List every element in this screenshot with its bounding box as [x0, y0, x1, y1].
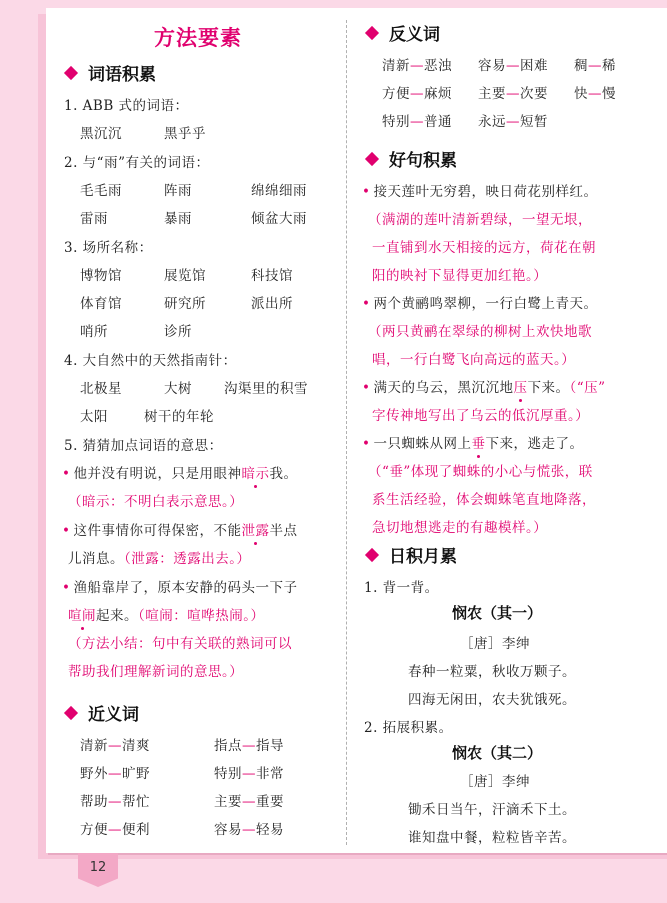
word: 北极星	[80, 381, 122, 397]
poem-2-line: 锄禾日当午，汗滴禾下土。	[408, 802, 576, 818]
example-2-cont: 儿消息。（泄露：透露出去。）	[68, 551, 251, 567]
section-synonyms	[63, 700, 139, 725]
antonym-row: 快—慢	[574, 86, 616, 102]
diamond-icon	[64, 705, 78, 719]
poem-1-author: ［唐］李绅	[460, 636, 530, 652]
sentence-2-note: （两只黄鹂在翠绿的柳树上欢快地歌	[368, 324, 592, 340]
word: 黑沉沉	[80, 126, 122, 142]
poem-1-line: 四海无闲田，农夫犹饿死。	[408, 692, 576, 708]
word: 阵雨	[164, 183, 192, 199]
antonym-row: 主要—次要	[478, 86, 548, 102]
word: 倾盆大雨	[251, 211, 307, 227]
daily-extend: 2. 拓展积累。	[364, 720, 453, 736]
poem-1-line: 春种一粒粟，秋收万颗子。	[408, 664, 576, 680]
sentence-4-note: （“垂”体现了蜘蛛的小心与慌张，联	[368, 464, 593, 480]
word: 大树	[164, 381, 192, 397]
section-synonyms-title: 近义词	[88, 705, 139, 725]
daily-recite: 1. 背一背。	[364, 580, 439, 596]
sentence-3: • 满天的乌云，黑沉沉地压下来。（“压”	[362, 380, 606, 396]
page-sheet	[46, 8, 667, 853]
poem-2-line: 谁知盘中餐，粒粒皆辛苦。	[408, 830, 576, 846]
synonym-row: 野外—旷野	[80, 766, 150, 782]
antonym-row: 清新—恶浊	[382, 58, 452, 74]
word: 科技馆	[251, 268, 293, 284]
bullet-dot: •	[62, 580, 71, 596]
section-sentences-title: 好句积累	[389, 151, 457, 171]
word: 绵绵细雨	[251, 183, 307, 199]
word: 博物馆	[80, 268, 122, 284]
poem-2-title: 悯农（其二）	[452, 744, 543, 762]
section-antonyms-title: 反义词	[389, 25, 440, 45]
word: 诊所	[164, 324, 192, 340]
sentence-4-note: 急切地想逃走的有趣模样。）	[372, 520, 548, 536]
antonym-row: 永远—短暂	[478, 114, 548, 130]
synonym-row: 帮助—帮忙	[80, 794, 150, 810]
word: 哨所	[80, 324, 108, 340]
example-3: • 渔船靠岸了，原本安静的码头一下子	[62, 580, 298, 596]
section-sentences	[364, 146, 457, 171]
word: 研究所	[164, 296, 206, 312]
page-number: 12	[89, 860, 107, 875]
synonym-row: 指点—指导	[214, 738, 284, 754]
example-3-cont: 喧闹起来。（喧闹：喧哗热闹。）	[68, 608, 265, 624]
word: 展览馆	[164, 268, 206, 284]
poem-2-author: ［唐］李绅	[460, 774, 530, 790]
sentence-1-note: 一直铺到水天相接的远方，荷花在朝	[372, 240, 596, 256]
synonym-row: 容易—轻易	[214, 822, 284, 838]
diamond-icon	[365, 151, 379, 165]
synonym-row: 方便—便利	[80, 822, 150, 838]
antonym-row: 特别—普通	[382, 114, 452, 130]
synonym-row: 主要—重要	[214, 794, 284, 810]
word: 树干的年轮	[144, 409, 214, 425]
summary-line-1: （方法小结：句中有关联的熟词可以	[68, 636, 292, 652]
section-vocab-title: 词语积累	[88, 65, 156, 85]
sentence-2-note: 唱，一行白鹭飞向高远的蓝天。）	[372, 352, 576, 368]
diamond-icon	[365, 25, 379, 39]
diamond-icon	[64, 65, 78, 79]
sentence-4: • 一只蜘蛛从网上垂下来，逃走了。	[362, 436, 584, 452]
sentence-2: • 两个黄鹂鸣翠柳，一行白鹭上青天。	[362, 296, 598, 312]
word: 太阳	[80, 409, 108, 425]
section-daily-title: 日积月累	[389, 547, 457, 567]
word: 体育馆	[80, 296, 122, 312]
sentence-1: • 接天莲叶无穷碧，映日荷花别样红。	[362, 184, 598, 200]
diamond-icon	[365, 547, 379, 561]
vocab-q5: 5. 猜猜加点词语的意思：	[64, 438, 223, 454]
word: 沟渠里的积雪	[224, 381, 308, 397]
word: 黑乎乎	[164, 126, 206, 142]
synonym-row: 清新—清爽	[80, 738, 150, 754]
sentence-1-note: 阳的映衬下显得更加红艳。）	[372, 268, 548, 284]
synonym-row: 特别—非常	[214, 766, 284, 782]
bullet-dot: •	[62, 523, 71, 539]
example-1: • 他并没有明说，只是用眼神暗示我。	[62, 466, 298, 482]
poem-1-title: 悯农（其一）	[452, 604, 543, 622]
word: 暴雨	[164, 211, 192, 227]
antonym-row: 方便—麻烦	[382, 86, 452, 102]
sentence-3-note: 字传神地写出了乌云的低沉厚重。）	[372, 408, 590, 424]
vocab-q4: 4. 大自然中的天然指南针：	[64, 353, 237, 369]
sentence-1-note: （满湖的莲叶清新碧绿，一望无垠，	[368, 212, 592, 228]
example-2: • 这件事情你可得保密，不能泄露半点	[62, 523, 298, 539]
section-daily	[364, 542, 457, 567]
page-title: 方法要素	[154, 25, 242, 50]
vocab-q1: 1. ABB 式的词语：	[64, 98, 189, 114]
vocab-q2: 2. 与“雨”有关的词语：	[64, 155, 210, 171]
sentence-4-note: 系生活经验，体会蜘蛛笔直地降落，	[372, 492, 596, 508]
word: 雷雨	[80, 211, 108, 227]
summary-line-2: 帮助我们理解新词的意思。）	[68, 664, 244, 680]
example-1-note: （暗示：不明白表示意思。）	[68, 494, 244, 510]
antonym-row: 容易—困难	[478, 58, 548, 74]
section-vocab	[63, 60, 156, 85]
word: 派出所	[251, 296, 293, 312]
vocab-q3: 3. 场所名称：	[64, 240, 153, 256]
antonym-row: 稠—稀	[574, 58, 616, 74]
word: 毛毛雨	[80, 183, 122, 199]
column-divider	[346, 20, 347, 845]
bullet-dot: •	[62, 466, 71, 482]
section-antonyms	[364, 20, 440, 45]
